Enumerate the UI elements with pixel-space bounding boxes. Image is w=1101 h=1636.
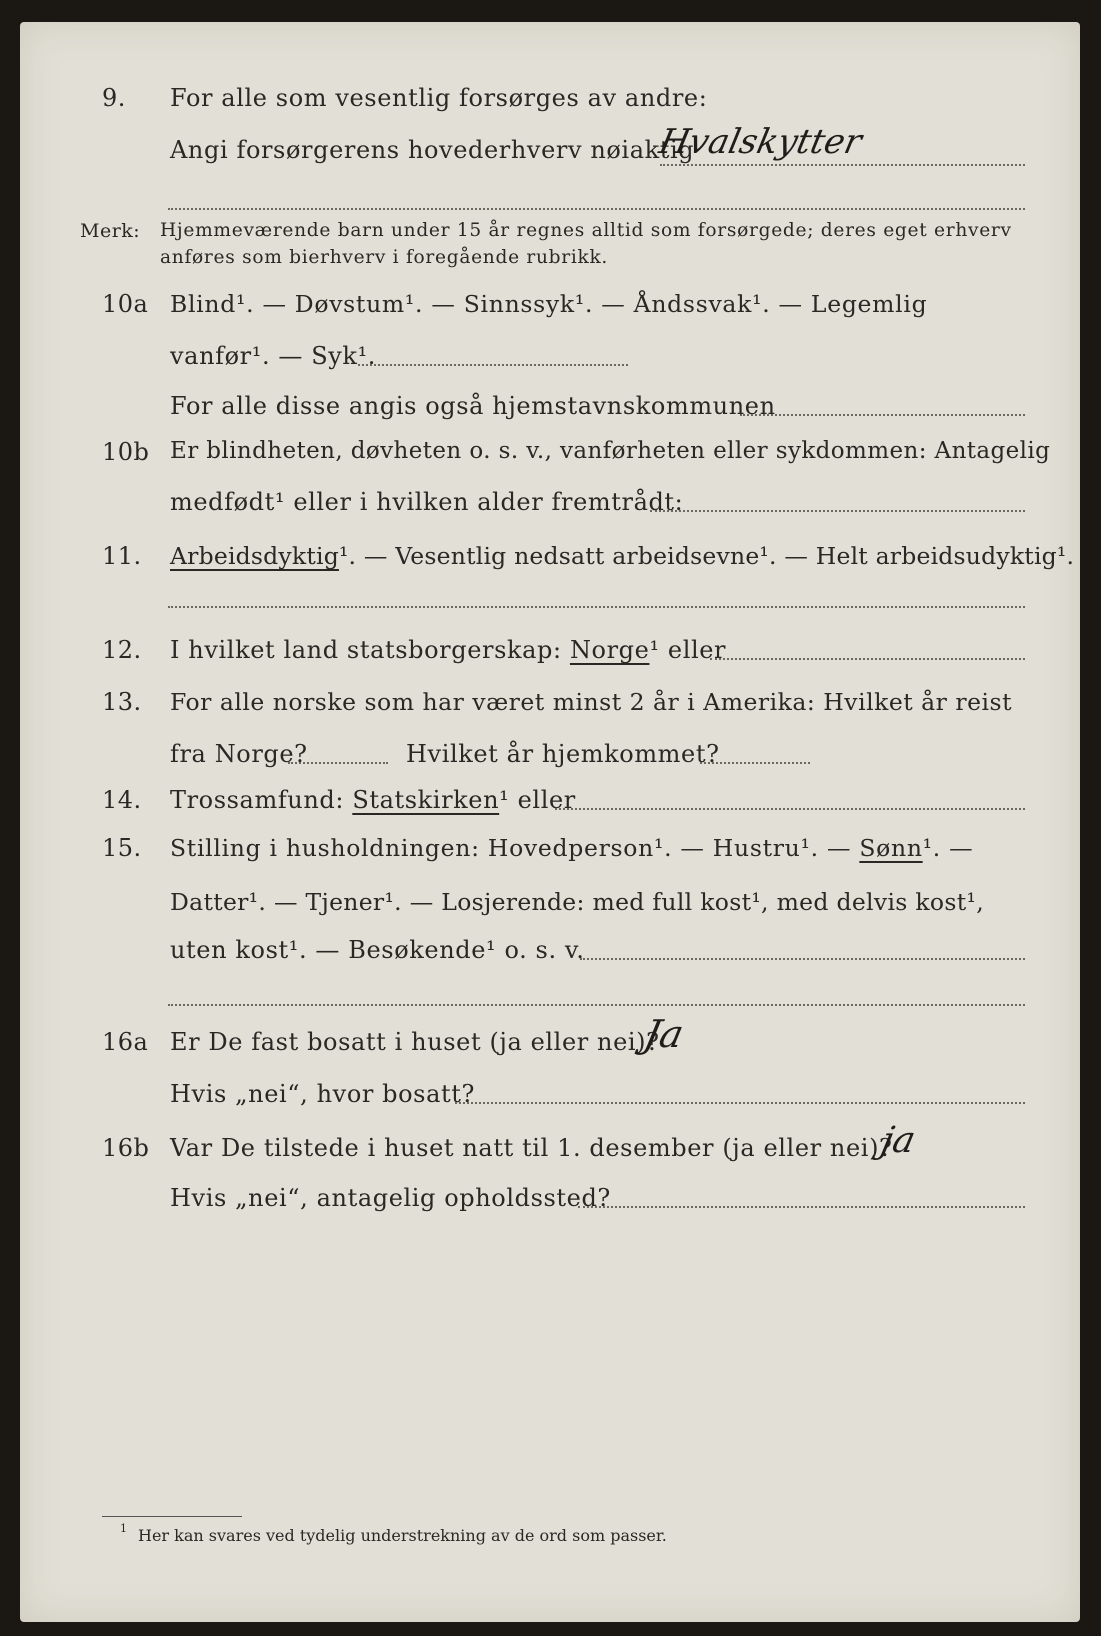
question-15-line2: Datter¹. — Tjener¹. — Losjerende: med full kost¹, med delvis kost¹, <box>170 888 984 916</box>
question-10a-number: 10a <box>102 290 149 318</box>
question-11-text <box>170 542 1074 570</box>
footnote-mark: 1 <box>120 1522 127 1535</box>
question-11-number: 11. <box>102 542 142 570</box>
question-16a-number: 16a <box>102 1028 149 1056</box>
merk-line1: Hjemmeværende barn under 15 år regnes alltid som forsørgede; deres eget erhverv <box>160 220 1012 241</box>
question-14-prefix: Trossamfund: <box>170 786 345 814</box>
question-15-line1b: ¹. — <box>922 834 974 862</box>
question-12-number: 12. <box>102 636 142 664</box>
question-16a-answer: Ja <box>640 1012 688 1056</box>
question-15-underlined: Sønn <box>859 834 923 862</box>
question-16b-number: 16b <box>102 1134 150 1162</box>
question-13-number: 13. <box>102 688 142 716</box>
question-12-suffix: ¹ eller <box>649 636 727 664</box>
question-13-line2b: Hvilket år hjemkommet? <box>406 740 720 768</box>
answer-line <box>358 364 628 366</box>
question-12-underlined: Norge <box>569 636 650 664</box>
question-15-line1 <box>170 834 973 862</box>
merk-line2: anføres som bierhverv i foregående rubrikk. <box>160 247 609 268</box>
answer-line <box>660 164 1025 166</box>
question-10b-line2: medfødt¹ eller i hvilken alder fremtrådt: <box>170 488 684 516</box>
question-14-text <box>170 786 576 814</box>
footnote-text: Her kan svares ved tydelig understrekning av de ord som passer. <box>138 1526 667 1545</box>
question-16b-answer: ja <box>877 1120 919 1161</box>
question-15-number: 15. <box>102 834 142 862</box>
question-13-line2a: fra Norge? <box>170 740 308 768</box>
answer-line <box>710 658 1025 660</box>
question-10a-line2: vanfør¹. — Syk¹. <box>170 342 377 370</box>
answer-line <box>288 762 388 764</box>
question-16b-line2: Hvis „nei“, antagelig opholdssted? <box>170 1184 611 1212</box>
question-10a-line3: For alle disse angis også hjemstavnskommunen <box>170 392 776 420</box>
question-14-suffix: ¹ eller <box>499 786 576 814</box>
question-9-number: 9. <box>102 84 126 112</box>
question-15-line3: uten kost¹. — Besøkende¹ o. s. v. <box>170 936 585 964</box>
question-11-underlined: Arbeidsdyktig <box>170 542 339 570</box>
answer-line <box>455 1102 1025 1104</box>
answer-line <box>740 414 1025 416</box>
question-9-answer: Hvalskytter <box>655 122 866 162</box>
question-9-line2: Angi forsørgerens hovederhverv nøiaktig <box>170 136 695 164</box>
answer-line <box>700 762 810 764</box>
question-16b-line1: Var De tilstede i huset natt til 1. desember (ja eller nei)? <box>170 1134 893 1162</box>
question-10b-number: 10b <box>102 438 150 466</box>
question-15-line1a: Stilling i husholdningen: Hovedperson¹. — Hustru¹. — <box>170 834 852 862</box>
question-10b-line1: Er blindheten, døvheten o. s. v., vanførheten eller sykdommen: Antagelig <box>170 438 1051 464</box>
question-11-rest: ¹. — Vesentlig nedsatt arbeidsevne¹. — Helt arbeidsudyktig¹. <box>338 542 1075 570</box>
footnote-divider <box>102 1516 242 1517</box>
answer-line <box>168 1004 1025 1006</box>
question-16a-line2: Hvis „nei“, hvor bosatt? <box>170 1080 475 1108</box>
answer-line <box>555 808 1025 810</box>
question-12-prefix: I hvilket land statsborgerskap: <box>170 636 562 664</box>
answer-line <box>168 606 1025 608</box>
merk-label: Merk: <box>80 220 141 242</box>
question-10a-line1: Blind¹. — Døvstum¹. — Sinnssyk¹. — Åndssvak¹. — Legemlig <box>170 290 928 318</box>
question-14-underlined: Statskirken <box>352 786 500 814</box>
answer-line <box>168 208 1025 210</box>
question-12-text <box>170 636 726 664</box>
answer-line <box>578 1206 1025 1208</box>
census-form-page <box>20 22 1080 1622</box>
question-16a-line1: Er De fast bosatt i huset (ja eller nei)? <box>170 1028 660 1056</box>
question-14-number: 14. <box>102 786 142 814</box>
answer-line <box>580 958 1025 960</box>
question-13-line1: For alle norske som har været minst 2 år i Amerika: Hvilket år reist <box>170 688 1013 716</box>
answer-line <box>650 510 1025 512</box>
question-9-line1: For alle som vesentlig forsørges av andre: <box>170 84 708 112</box>
